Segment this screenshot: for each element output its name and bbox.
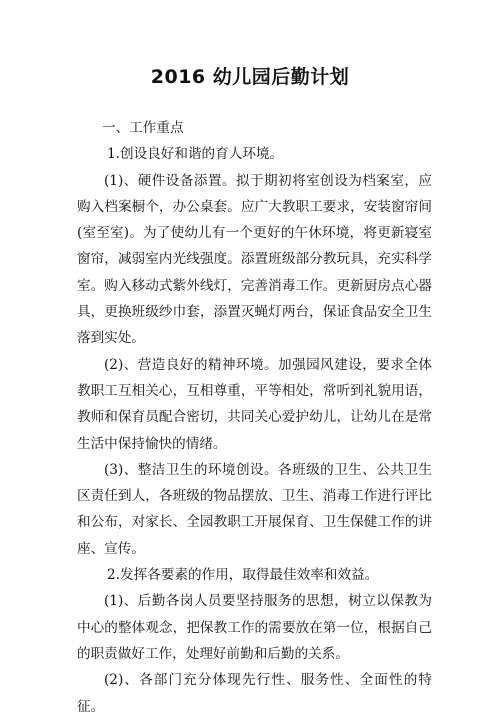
document-body [77,115,432,720]
paragraph-departments: (2)、各部门充分体现先行性、服务性、全面性的特征。 [77,672,432,715]
paragraph-spirit-environment: (2)、营造良好的精神环境。加强园风建设，要求全体教职工互相关心，互相尊重，平等相处，常听到礼貌用语，教师和保育员配合密切，共同关心爱护幼儿，让幼儿在是常生活中保持愉快的情绪。 [77,356,432,452]
subsection-heading-efficiency: 2.发挥各要素的作用，取得最佳效率和效益。 [107,567,379,584]
section-heading-work-focus: 一、工作重点 [102,120,184,136]
paragraph-hygiene: (3)、整洁卫生的环境创设。各班级的卫生、公共卫生区责任到人，各班级的物品摆放、卫生、消毒工作进行评比和公布，对家长、全园教职工开展保育、卫生保健工作的讲座、宣传。 [77,461,432,557]
paragraph-service-thinking: (1)、后勤各岗人员要坚持服务的思想，树立以保教为中心的整体观念，把保教工作的需要放在第一位，根据自己的职责做好工作，处理好前勤和后勤的关系。 [77,593,432,662]
paragraph-hardware: (1)、硬件设备添置。拟于期初将室创设为档案室，应购入档案橱个，办公桌套。应广大教职工要求，安装窗帘间(室至室)。为了使幼儿有一个更好的午休环境，将更新寝室窗帘，减弱室内光线强度。添置班级部分教玩具，充实科学室。购入移动式紫外线灯，完善消毒工作。更新厨房点心器具，更换班级纱巾套，添置灭蝇灯两台，保证食品安全卫生落到实处。 [77,172,432,347]
subsection-heading-environment: 1.创设良好和谐的育人环境。 [107,146,284,163]
document-title: 2016 幼儿园后勤计划 [150,66,350,88]
